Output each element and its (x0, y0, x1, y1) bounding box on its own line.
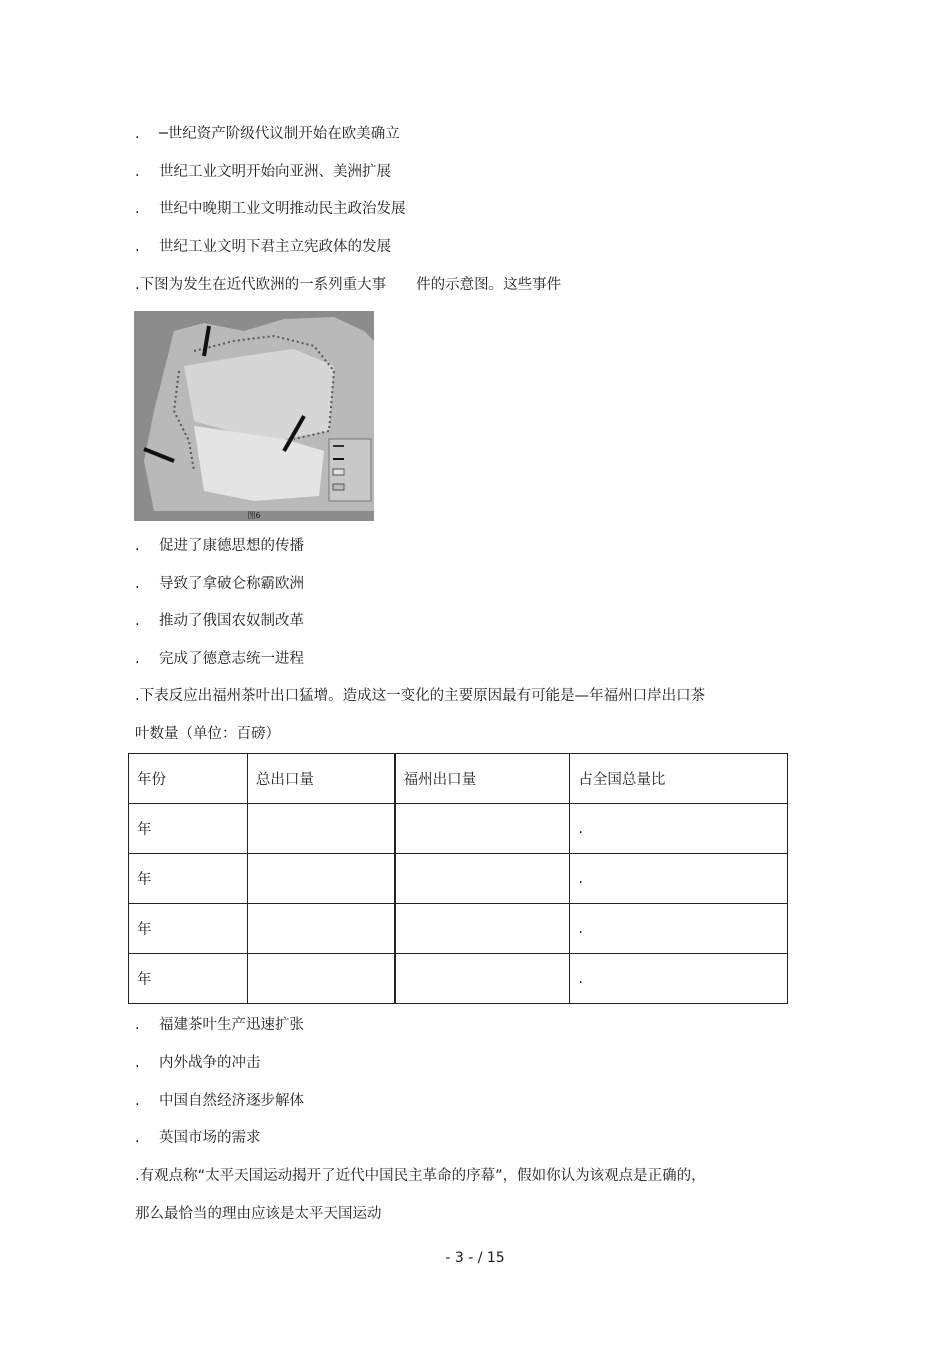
table-cell: . (570, 804, 788, 854)
q1-option-d: . 世纪工业文明下君主立宪政体的发展 (135, 239, 391, 255)
table-cell (395, 854, 570, 904)
table-cell: . (570, 904, 788, 954)
tea-export-table (128, 753, 788, 1004)
table-header-cell: 总出口量 (247, 754, 394, 804)
table-cell: . (570, 854, 788, 904)
q2-option-d: . 完成了德意志统一进程 (135, 651, 304, 667)
q4-stem-line2: 那么最恰当的理由应该是太平天国运动 (135, 1206, 382, 1222)
map-caption: 图6 (247, 511, 261, 520)
q3-option-a: . 福建茶叶生产迅速扩张 (135, 1017, 304, 1033)
q1-option-b: . 世纪工业文明开始向亚洲、美洲扩展 (135, 164, 391, 180)
table-header-cell: 年份 (129, 754, 248, 804)
q3-stem-line1: .下表反应出福州茶叶出口猛增。造成这一变化的主要原因最有可能是—年福州口岸出口茶 (135, 688, 706, 704)
q3-stem-line2: 叶数量（单位：百磅） (135, 726, 280, 742)
table-header-cell: 占全国总量比 (570, 754, 788, 804)
q3-option-c: . 中国自然经济逐步解体 (135, 1093, 304, 1109)
q2-option-b: . 导致了拿破仑称霸欧洲 (135, 576, 304, 592)
table-cell (395, 804, 570, 854)
q1-option-c: . 世纪中晚期工业文明推动民主政治发展 (135, 201, 406, 217)
table-cell: 年 (129, 904, 248, 954)
table-cell: 年 (129, 804, 248, 854)
table-cell: 年 (129, 854, 248, 904)
table-cell (247, 804, 394, 854)
table-cell (247, 954, 394, 1004)
q2-option-a: . 促进了康德思想的传播 (135, 538, 304, 554)
table-header-row (129, 754, 788, 804)
page-number: - 3 - / 15 (445, 1250, 505, 1266)
table-cell (395, 904, 570, 954)
table-cell (247, 854, 394, 904)
q3-option-d: . 英国市场的需求 (135, 1130, 261, 1146)
q2-option-c: . 推动了俄国农奴制改革 (135, 613, 304, 629)
table-cell (395, 954, 570, 1004)
q1-option-a: . ─世纪资产阶级代议制开始在欧美确立 (135, 126, 400, 142)
table-row (129, 854, 788, 904)
europe-map-figure (134, 311, 374, 521)
q2-stem: .下图为发生在近代欧洲的一系列重大事 件的示意图。这些事件 (135, 277, 562, 293)
table-cell (247, 904, 394, 954)
table-row (129, 904, 788, 954)
q4-stem-line1: .有观点称“太平天国运动揭开了近代中国民主革命的序幕”，假如你认为该观点是正确的， (135, 1168, 706, 1184)
table-row (129, 954, 788, 1004)
table-header-cell: 福州出口量 (395, 754, 570, 804)
table-row (129, 804, 788, 854)
table-cell: . (570, 954, 788, 1004)
table-cell: 年 (129, 954, 248, 1004)
q3-option-b: . 内外战争的冲击 (135, 1055, 261, 1071)
